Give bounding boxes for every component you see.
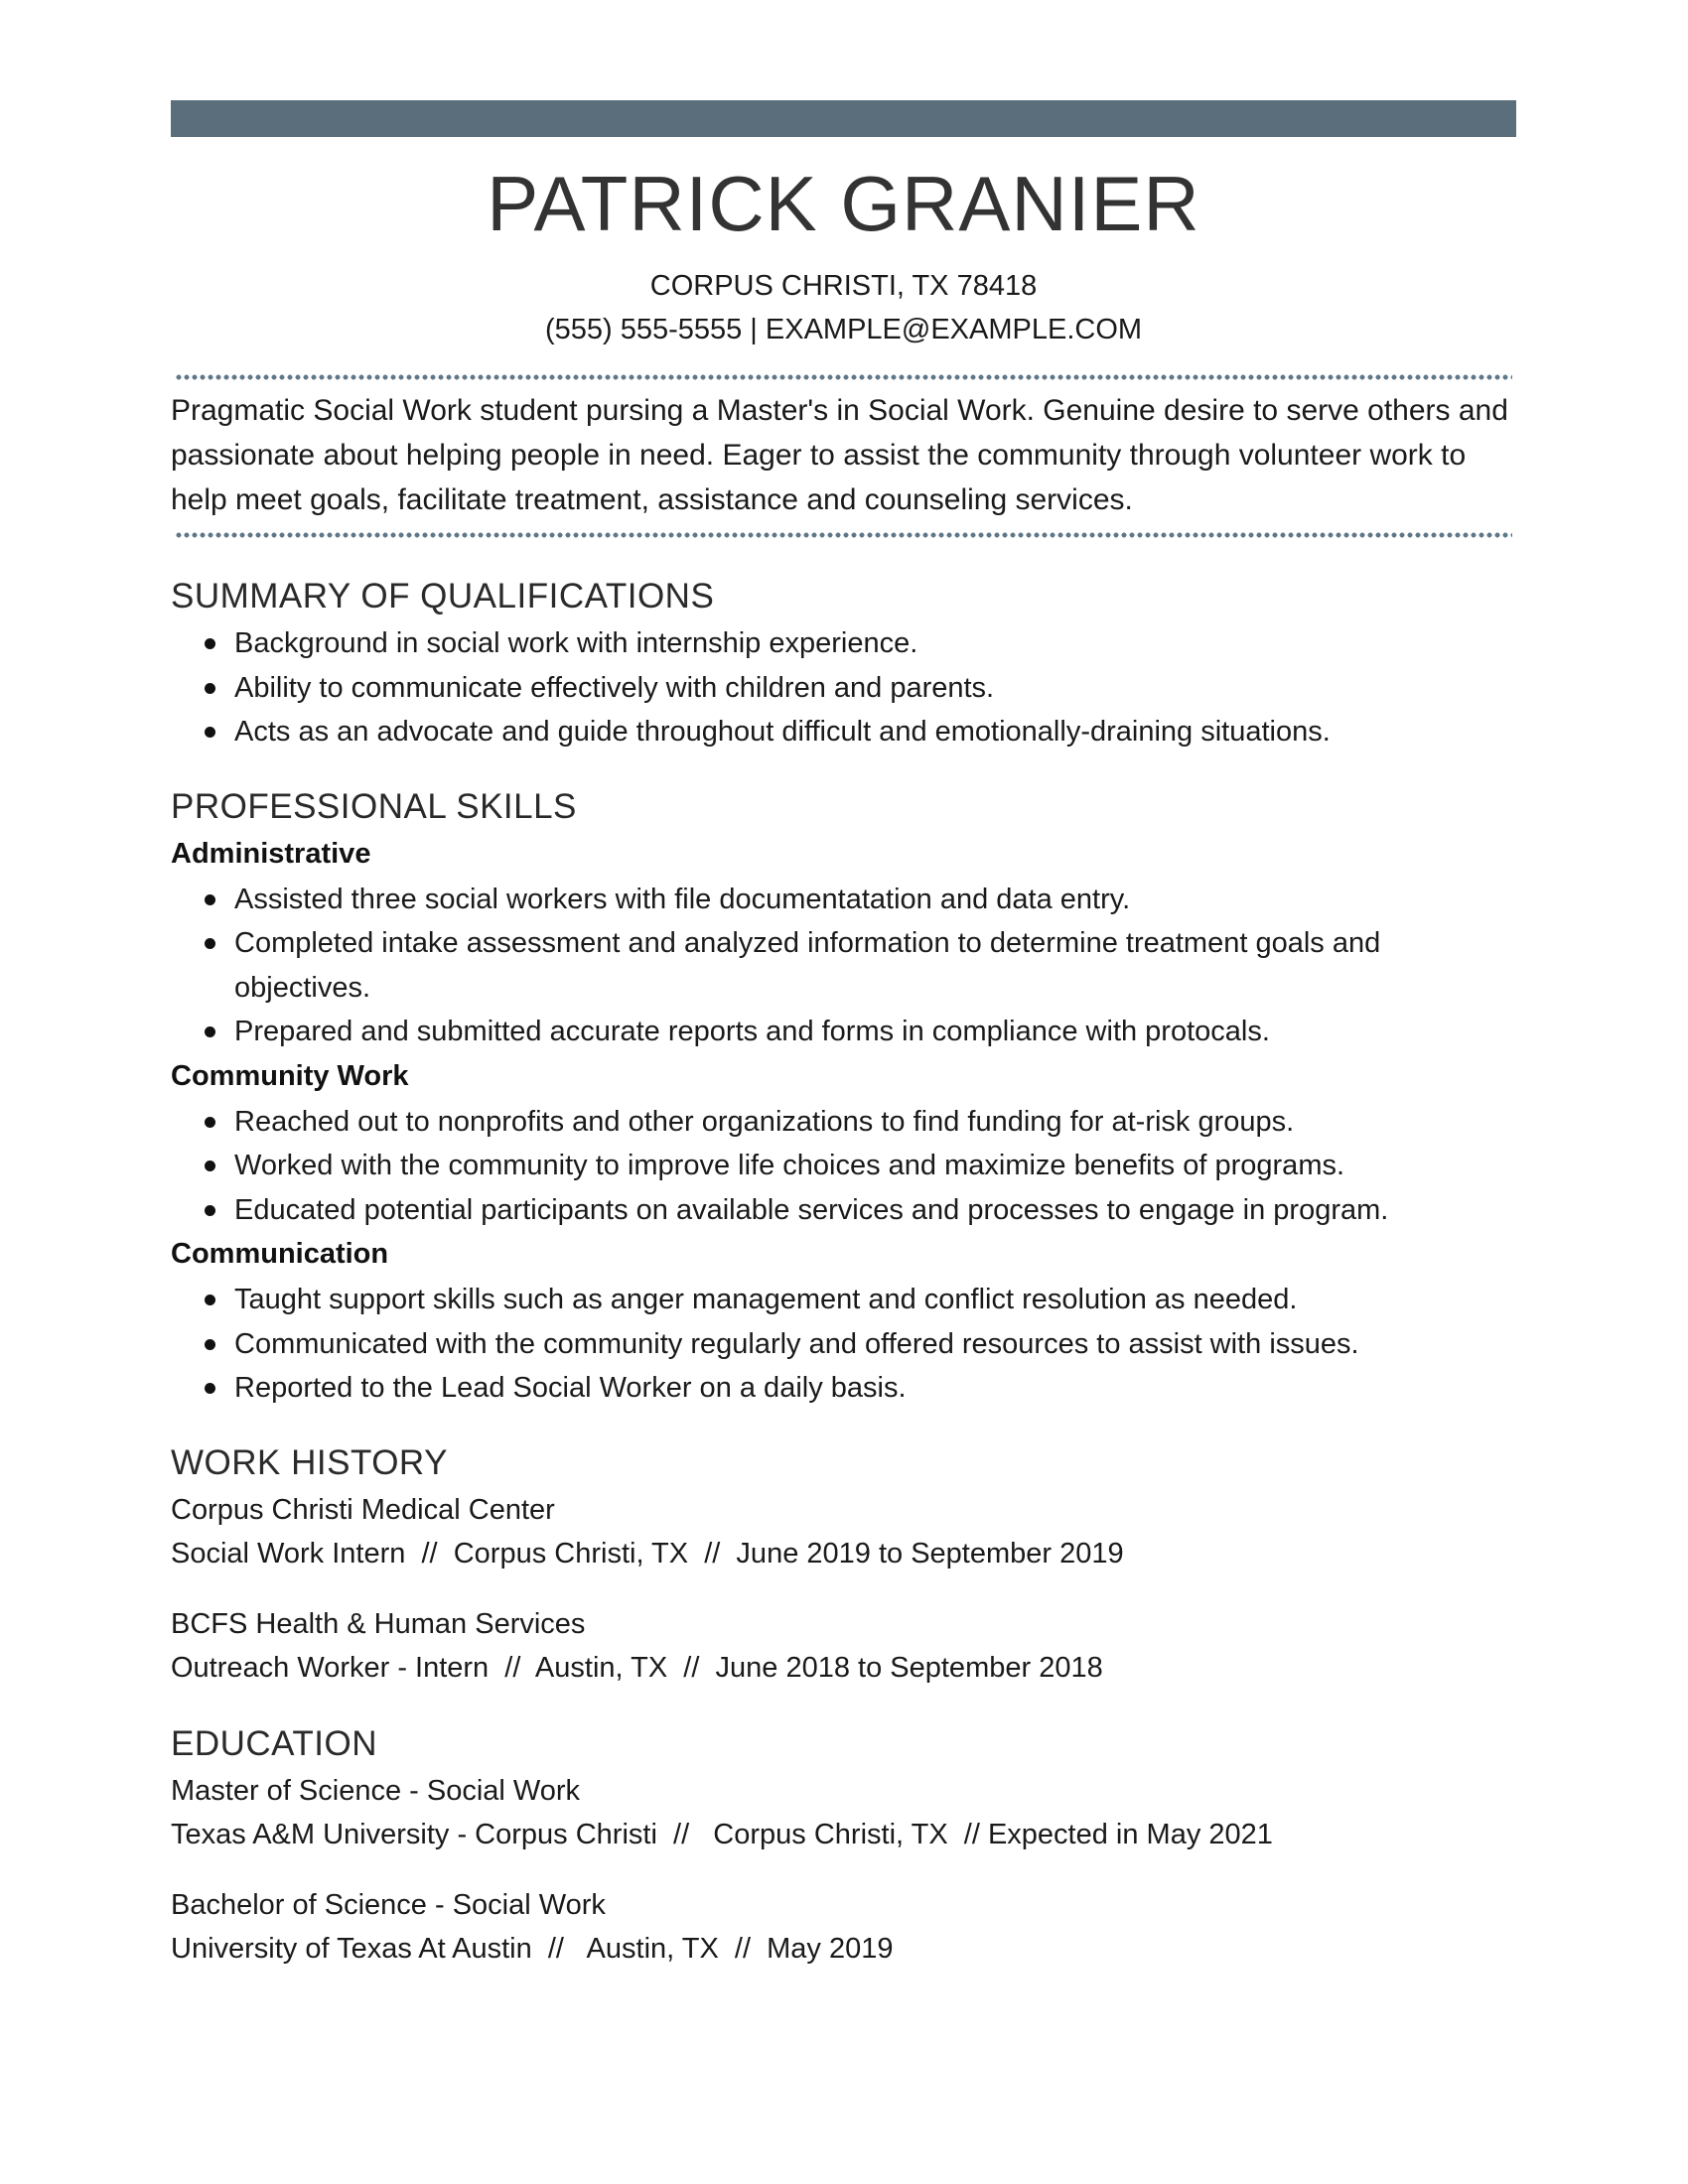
contact-location: CORPUS CHRISTI, TX 78418: [649, 270, 1038, 302]
skill-group-title: Communication: [171, 1238, 389, 1270]
skill-group-list: [171, 1278, 1516, 1411]
bullet-icon: [205, 1117, 215, 1128]
bullet-icon: [205, 1205, 215, 1216]
skill-group-title: Community Work: [171, 1059, 409, 1092]
candidate-name: PATRICK GRANIER: [487, 160, 1200, 247]
list-item: [234, 1366, 1516, 1411]
list-item-text: Reported to the Lead Social Worker on a daily basis.: [234, 1372, 907, 1404]
work-entry: [171, 1602, 1516, 1690]
list-item-text: Communicated with the community regularly and offered resources to assist with issues.: [234, 1327, 1359, 1360]
list-item-text: Ability to communicate effectively with children and parents.: [234, 671, 995, 704]
bullet-icon: [205, 1026, 215, 1037]
bullet-icon: [205, 727, 215, 738]
list-item: [234, 666, 1516, 711]
skill-group-list: [171, 878, 1516, 1054]
professional-summary: Pragmatic Social Work student pursing a Master's in Social Work. Genuine desire to serve others and passionate about helping people in need. Eager to assist the community through volunteer work to help meet goals, facilitate treatment, assistance and counseling services.: [171, 394, 1508, 516]
qualifications-list: [171, 621, 1516, 754]
list-item-text: Educated potential participants on available services and processes to engage in program.: [234, 1193, 1389, 1226]
bullet-icon: [205, 938, 215, 949]
list-item: [234, 1010, 1516, 1054]
bullet-icon: [205, 683, 215, 694]
list-item-text: Worked with the community to improve life choices and maximize benefits of programs.: [234, 1150, 1345, 1181]
bullet-icon: [205, 1339, 215, 1350]
list-item-text: Completed intake assessment and analyzed information to determine treatment goals and objectives.: [234, 927, 1381, 1004]
list-item: [234, 1278, 1516, 1322]
bullet-icon: [205, 1295, 215, 1305]
list-item: [234, 921, 1516, 1010]
employer-name: Corpus Christi Medical Center: [171, 1493, 555, 1526]
skill-group-title: Administrative: [171, 837, 371, 870]
section-heading-qualifications: SUMMARY OF QUALIFICATIONS: [171, 577, 715, 615]
education-entry: [171, 1883, 1516, 1971]
school-details: University of Texas At Austin // Austin, TX // May 2019: [171, 1932, 894, 1965]
section-heading-education: EDUCATION: [171, 1723, 378, 1763]
bullet-icon: [205, 1383, 215, 1394]
dotted-divider-top: [175, 374, 1512, 380]
work-entry: [171, 1488, 1516, 1575]
header-accent-bar: [171, 100, 1516, 137]
dotted-divider-bottom: [175, 532, 1512, 538]
section-heading-skills: PROFESSIONAL SKILLS: [171, 786, 577, 826]
bullet-icon: [205, 638, 215, 649]
list-item: [234, 1100, 1516, 1145]
bullet-icon: [205, 894, 215, 905]
job-details: Social Work Intern // Corpus Christi, TX // June 2019 to September 2019: [171, 1537, 1124, 1570]
employer-name: BCFS Health & Human Services: [171, 1607, 586, 1640]
list-item: [234, 878, 1516, 922]
list-item-text: Taught support skills such as anger management and conflict resolution as needed.: [234, 1284, 1298, 1315]
list-item-text: Background in social work with internship experience.: [234, 627, 918, 659]
bullet-icon: [205, 1160, 215, 1171]
section-heading-work-history: WORK HISTORY: [171, 1442, 448, 1482]
education-entry: [171, 1769, 1516, 1856]
resume-page: [171, 100, 1516, 1971]
list-item: [234, 1322, 1516, 1367]
list-item-text: Reached out to nonprofits and other organizations to find funding for at-risk groups.: [234, 1105, 1295, 1138]
contact-phone-email: (555) 555-5555 | EXAMPLE@EXAMPLE.COM: [544, 314, 1143, 345]
list-item: [234, 621, 1516, 666]
list-item: [234, 1188, 1516, 1233]
degree-name: Master of Science - Social Work: [171, 1774, 581, 1807]
list-item: [234, 710, 1516, 754]
list-item: [234, 1144, 1516, 1188]
degree-name: Bachelor of Science - Social Work: [171, 1888, 606, 1921]
school-details: Texas A&M University - Corpus Christi // Corpus Christi, TX // Expected in May 2021: [171, 1818, 1273, 1850]
list-item-text: Assisted three social workers with file documentatation and data entry.: [234, 883, 1131, 915]
list-item-text: Prepared and submitted accurate reports and forms in compliance with protocals.: [234, 1016, 1270, 1047]
job-details: Outreach Worker - Intern // Austin, TX // June 2018 to September 2018: [171, 1651, 1103, 1684]
skill-group-list: [171, 1100, 1516, 1233]
list-item-text: Acts as an advocate and guide throughout difficult and emotionally-draining situations.: [234, 716, 1331, 748]
